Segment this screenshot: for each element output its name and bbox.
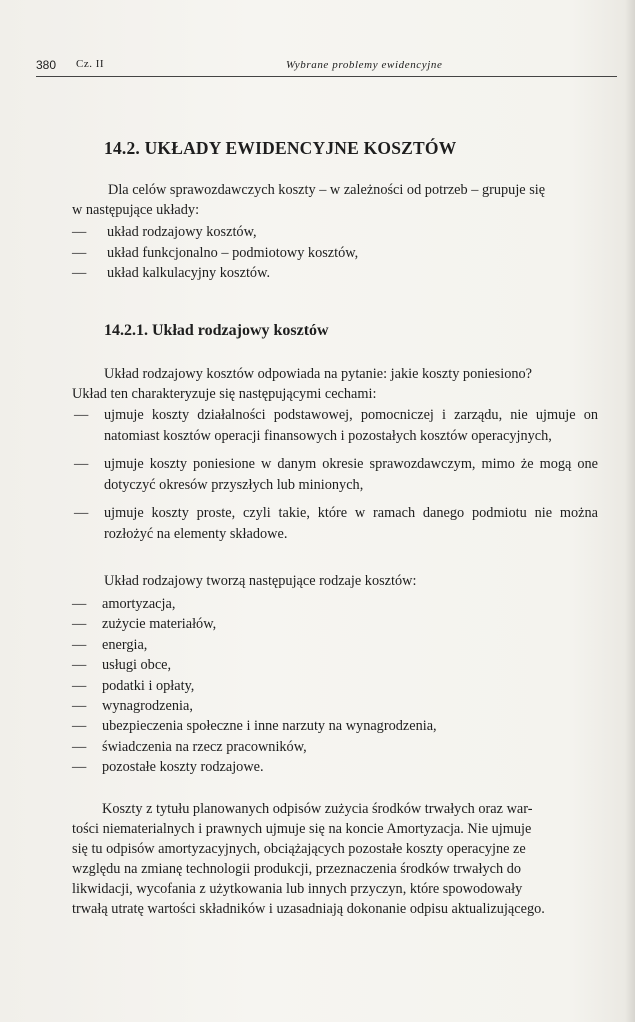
list-item: [72, 243, 592, 264]
page-number: 380: [36, 58, 57, 72]
list-item: [72, 222, 592, 243]
dash-marker: —: [72, 596, 87, 612]
list-item-text: układ funkcjonalno – podmiotowy kosztów,: [107, 244, 359, 261]
list-item-text: energia,: [102, 636, 148, 653]
dash-marker: —: [72, 244, 87, 261]
text-line: w następujące układy:: [72, 202, 200, 218]
list-item-text: układ rodzajowy kosztów,: [107, 224, 257, 240]
text-line: Układ ten charakteryzuje się następującymi cechami:: [72, 386, 377, 402]
list-item-text: wynagrodzenia,: [102, 697, 193, 714]
list-item: [72, 263, 592, 284]
list-item: [72, 614, 592, 634]
list-item-text: ujmuje koszty proste, czyli takie, które w ramach danego podmiotu nie można rozłożyć na elementy składowe.: [104, 505, 598, 542]
part-label: Cz. II: [76, 58, 105, 70]
dash-marker: —: [72, 697, 87, 714]
running-title: Wybrane problemy ewidencyjne: [286, 59, 443, 71]
list-item: [72, 696, 592, 716]
subsection-heading: 14.2.1. Układ rodzajowy kosztów: [104, 322, 329, 339]
text-line: Układ rodzajowy kosztów odpowiada na pytanie: jakie koszty poniesiono?: [104, 366, 533, 382]
list-item: [72, 655, 592, 675]
section-heading: 14.2. UKŁADY EWIDENCYJNE KOSZTÓW: [104, 138, 457, 158]
list-item-text: ujmuje koszty poniesione w danym okresie sprawozdawczym, mimo że mogą one dotyczyć okresów przyszłych lub minionych,: [104, 456, 598, 493]
features-list: [74, 405, 598, 544]
dash-marker: —: [72, 636, 87, 653]
dash-marker: —: [72, 265, 87, 281]
list-item: [72, 757, 592, 777]
text-line: względu na zmianę technologii produkcji, przeznaczenia środków trwałych do: [72, 861, 521, 877]
list-item: [74, 405, 598, 446]
dash-marker: —: [72, 759, 87, 776]
section-intro: [72, 180, 602, 220]
list-item-text: ubezpieczenia społeczne i inne narzuty na wynagrodzenia,: [102, 718, 437, 735]
list-item-text: usługi obce,: [102, 657, 172, 674]
dash-marker: —: [72, 616, 87, 633]
dash-marker: —: [74, 407, 89, 423]
list-item-text: zużycie materiałów,: [102, 616, 217, 633]
dash-marker: —: [72, 738, 87, 755]
page-edge-shadow: [625, 0, 635, 1022]
dash-marker: —: [72, 677, 87, 694]
list-item-text: amortyzacja,: [102, 596, 176, 612]
running-header: [36, 54, 617, 77]
dash-marker: —: [74, 456, 89, 472]
list-item-text: świadczenia na rzecz pracowników,: [102, 738, 307, 755]
list-item: [72, 635, 592, 655]
list-item: [72, 716, 592, 736]
list-item-text: układ kalkulacyjny kosztów.: [107, 265, 271, 281]
text-line: Koszty z tytułu planowanych odpisów zużycia środków trwałych oraz war-: [102, 801, 533, 817]
list-item: [72, 594, 592, 614]
closing-paragraph: [72, 799, 594, 919]
types-intro: [104, 571, 594, 591]
text-line: trwałą utratę wartości składników i uzasadniają dokonanie odpisu aktualizującego.: [72, 901, 545, 917]
dash-marker: —: [72, 718, 87, 735]
list-item: [74, 454, 598, 495]
text-line: tości niematerialnych i prawnych ujmuje się na koncie Amortyzacja. Nie ujmuje: [72, 821, 532, 837]
dash-marker: —: [72, 657, 87, 674]
text-line: likwidacji, wycofania z użytkowania lub innych przyczyn, które spowodowały: [72, 881, 523, 897]
list-item: [72, 737, 592, 757]
list-item: [74, 503, 598, 544]
dash-marker: —: [72, 224, 87, 240]
list-item-text: pozostałe koszty rodzajowe.: [102, 759, 264, 776]
accounting-systems-list: [72, 222, 592, 284]
subsection-intro: [72, 364, 602, 404]
list-item: [72, 676, 592, 696]
text-line: Dla celów sprawozdawczych koszty – w zależności od potrzeb – grupuje się: [108, 182, 546, 198]
cost-types-list: [72, 594, 592, 778]
list-item-text: ujmuje koszty działalności podstawowej, pomocniczej i zarządu, nie ujmuje on natomiast kosztów operacji finansowych i pozostałych kosztów operacyjnych,: [104, 407, 598, 444]
list-item-text: podatki i opłaty,: [102, 677, 195, 694]
dash-marker: —: [74, 505, 89, 521]
text-line: Układ rodzajowy tworzą następujące rodzaje kosztów:: [104, 573, 417, 589]
text-line: się tu odpisów amortyzacyjnych, obciążających pozostałe koszty operacyjne ze: [72, 841, 526, 857]
